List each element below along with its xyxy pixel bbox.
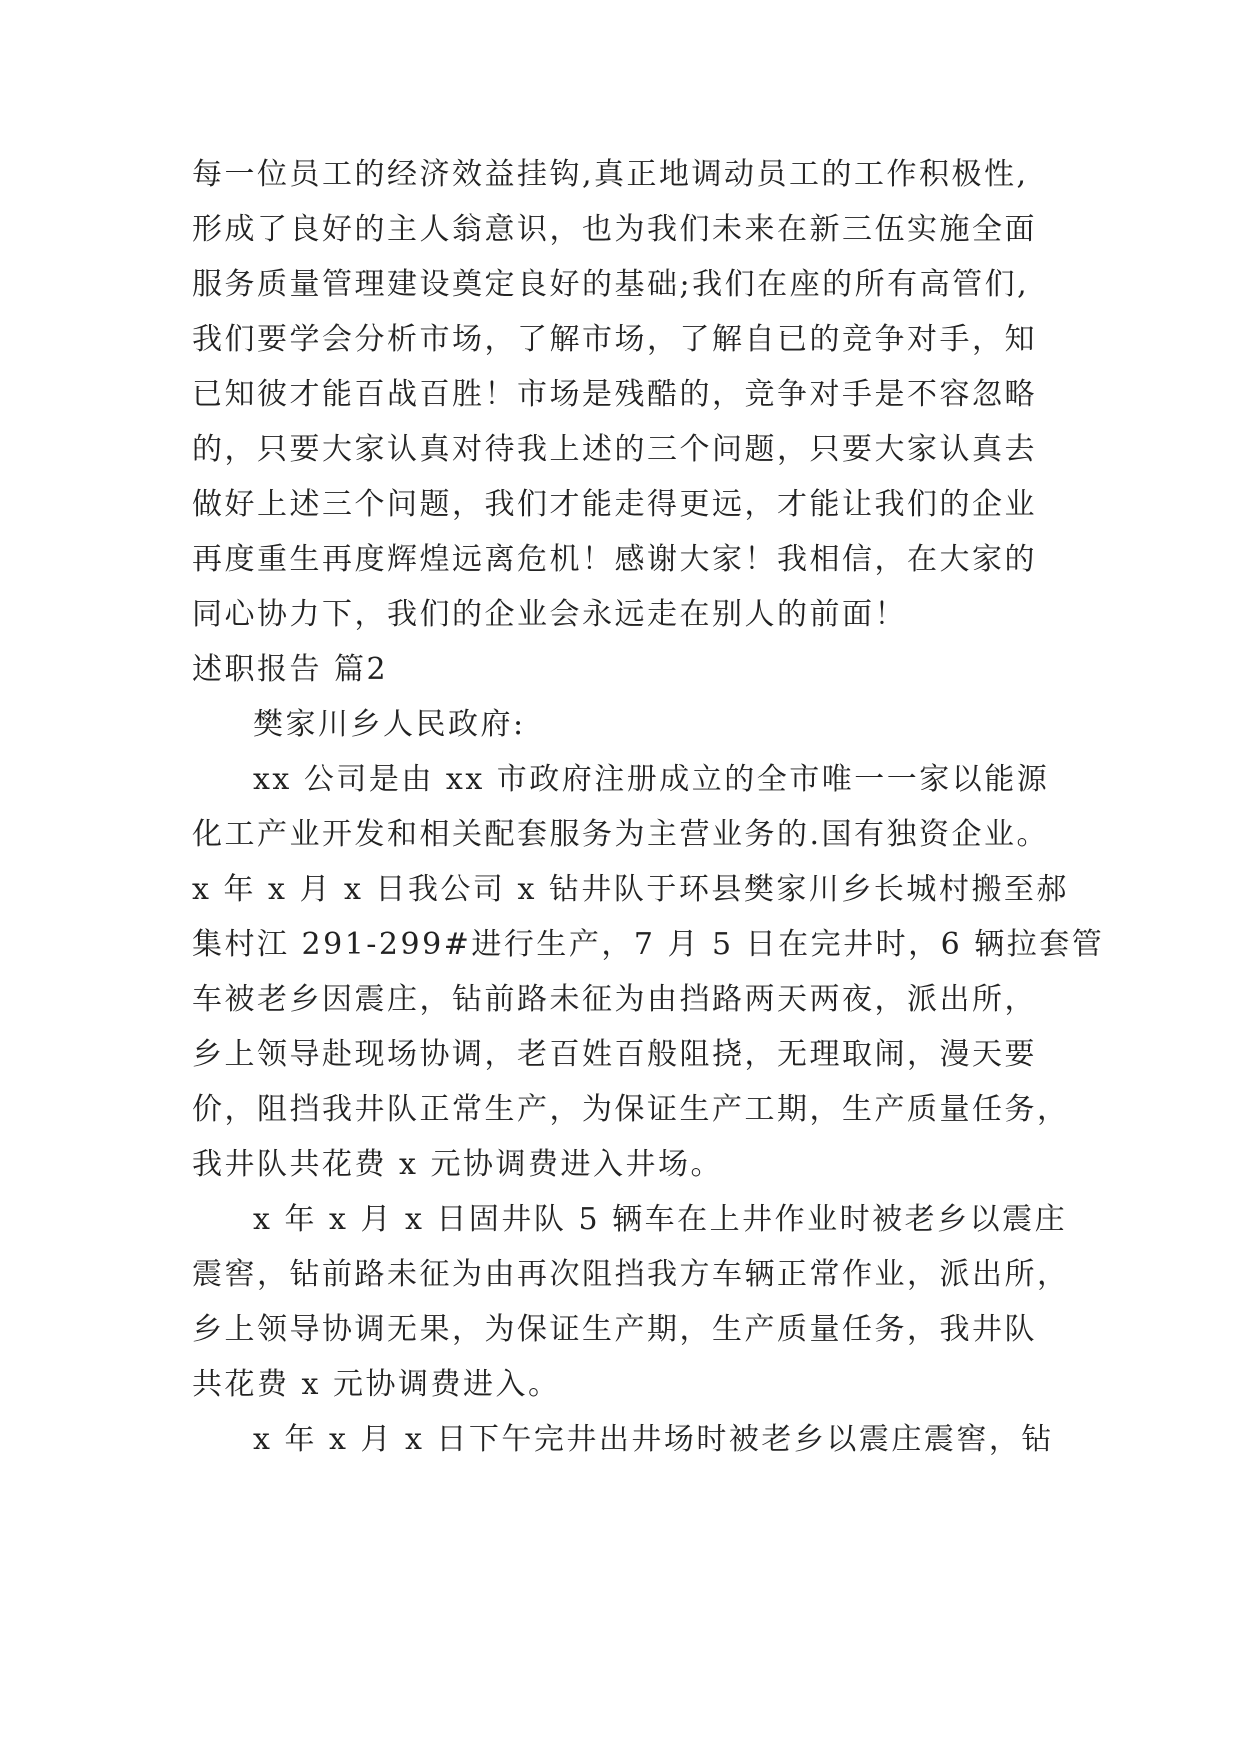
body-text-line: xx 公司是由 xx 市政府注册成立的全市唯一一家以能源 [253, 762, 1050, 797]
body-text-line: 集村江 291-299#进行生产，7 月 5 日在完井时，6 辆拉套管 [192, 927, 1105, 962]
body-text-line: 我们要学会分析市场，了解市场，了解自已的竞争对手，知 [192, 322, 1037, 357]
body-text-line: x 年 x 月 x 日我公司 x 钻井队于环县樊家川乡长城村搬至郝 [192, 872, 1069, 907]
body-text-line: 形成了良好的主人翁意识，也为我们未来在新三伍实施全面 [192, 212, 1037, 247]
body-text-line: 乡上领导赴现场协调，老百姓百般阻挠，无理取闹，漫天要 [192, 1037, 1037, 1072]
body-text-line: 共花费 x 元协调费进入。 [192, 1367, 561, 1402]
body-text-line: x 年 x 月 x 日下午完井出井场时被老乡以震庄震窖，钻 [253, 1422, 1054, 1457]
body-text-line: 已知彼才能百战百胜！市场是残酷的，竞争对手是不容忽略 [192, 377, 1037, 412]
section-heading: 述职报告 篇2 [192, 652, 389, 687]
body-text-line: 做好上述三个问题，我们才能走得更远，才能让我们的企业 [192, 487, 1037, 522]
body-text-line: 震窖，钻前路未征为由再次阻挡我方车辆正常作业，派出所， [192, 1257, 1070, 1292]
body-text-line: 同心协力下，我们的企业会永远走在别人的前面！ [192, 597, 907, 632]
body-text-line: x 年 x 月 x 日固井队 5 辆车在上井作业时被老乡以震庄 [253, 1202, 1068, 1237]
body-text-line: 服务质量管理建设奠定良好的基础;我们在座的所有高管们, [192, 267, 1030, 302]
body-text-line: 价，阻挡我井队正常生产，为保证生产工期，生产质量任务， [192, 1092, 1070, 1127]
salutation: 樊家川乡人民政府: [253, 707, 526, 742]
body-text-line: 车被老乡因震庄，钻前路未征为由挡路两天两夜，派出所， [192, 982, 1037, 1017]
body-text-line: 每一位员工的经济效益挂钩,真正地调动员工的工作积极性, [192, 157, 1029, 192]
body-text-line: 乡上领导协调无果，为保证生产期，生产质量任务，我井队 [192, 1312, 1037, 1347]
body-text-line: 再度重生再度辉煌远离危机！感谢大家！我相信，在大家的 [192, 542, 1037, 577]
body-text-line: 的，只要大家认真对待我上述的三个问题，只要大家认真去 [192, 432, 1037, 467]
body-text-line: 化工产业开发和相关配套服务为主营业务的.国有独资企业。 [192, 817, 1050, 852]
body-text-line: 我井队共花费 x 元协调费进入井场。 [192, 1147, 723, 1182]
